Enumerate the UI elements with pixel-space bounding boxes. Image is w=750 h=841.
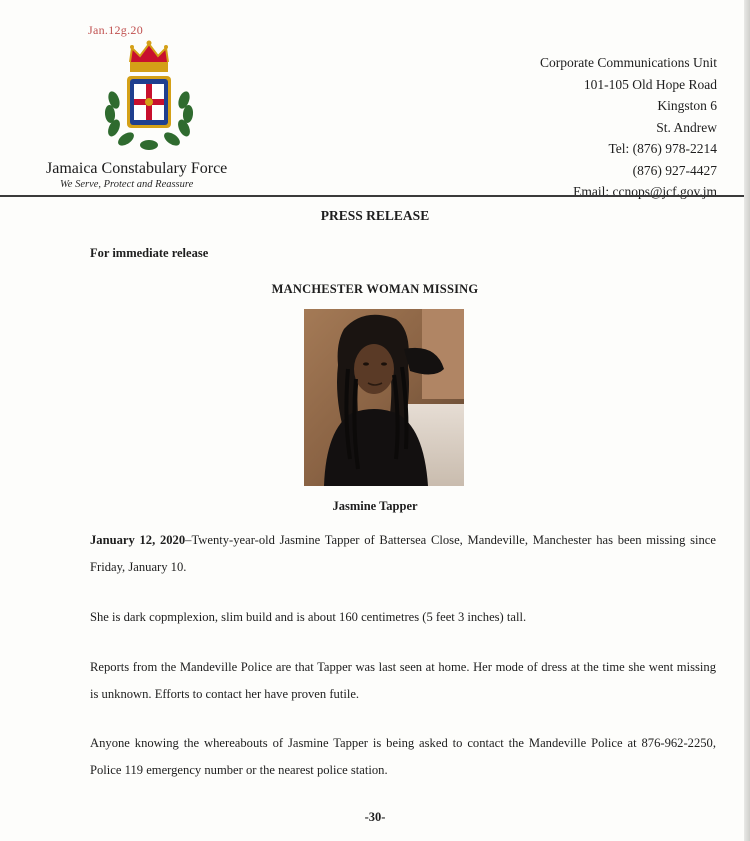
header-divider (0, 195, 744, 197)
release-paragraph-1-text: –Twenty-year-old Jasmine Tapper of Battersea Close, Mandeville, Manchester has been missing since Friday, January 10. (90, 533, 716, 574)
contact-email: Email: ccnops@jcf.gov.jm (573, 184, 717, 199)
photo-caption: Jasmine Tapper (332, 499, 418, 513)
missing-person-photo (304, 309, 464, 486)
press-release-heading: PRESS RELEASE (320, 208, 430, 223)
release-paragraph-2: She is dark copmplexion, slim build and is about 160 centimetres (5 feet 3 inches) tall. (90, 610, 527, 624)
contact-tel-line1: Tel: (876) 978-2214 (608, 141, 717, 156)
handwritten-date-stamp: Jan.12g.20 (88, 23, 143, 37)
end-mark: -30- (364, 810, 386, 824)
contact-address-line3: St. Andrew (656, 119, 717, 135)
contact-tel-line2: (876) 927-4427 (632, 162, 717, 178)
organization-name: Jamaica Constabulary Force (46, 160, 228, 177)
release-paragraph-1 (90, 527, 716, 581)
contact-block (457, 52, 717, 203)
contact-address-line2: Kingston 6 (657, 98, 717, 113)
release-lead-date: January 12, 2020 (90, 533, 186, 547)
release-paragraph-3: Reports from the Mandeville Police are that Tapper was last seen at home. Her mode of dress at the time she went missing is unknown. Efforts to contact her have proven futile. (90, 660, 716, 701)
contact-unit: Corporate Communications Unit (540, 55, 717, 70)
release-headline: MANCHESTER WOMAN MISSING (271, 282, 479, 296)
jcf-crest-icon (100, 40, 198, 152)
release-type: For immediate release (90, 246, 209, 260)
page-edge-shadow (744, 0, 750, 841)
organization-motto: We Serve, Protect and Reassure (60, 179, 194, 190)
release-paragraph-4: Anyone knowing the whereabouts of Jasmine Tapper is being asked to contact the Mandeville Police at 876-962-2250, Police 119 emergency number or the nearest police station. (90, 736, 716, 777)
contact-address-line1: 101-105 Old Hope Road (583, 76, 717, 92)
